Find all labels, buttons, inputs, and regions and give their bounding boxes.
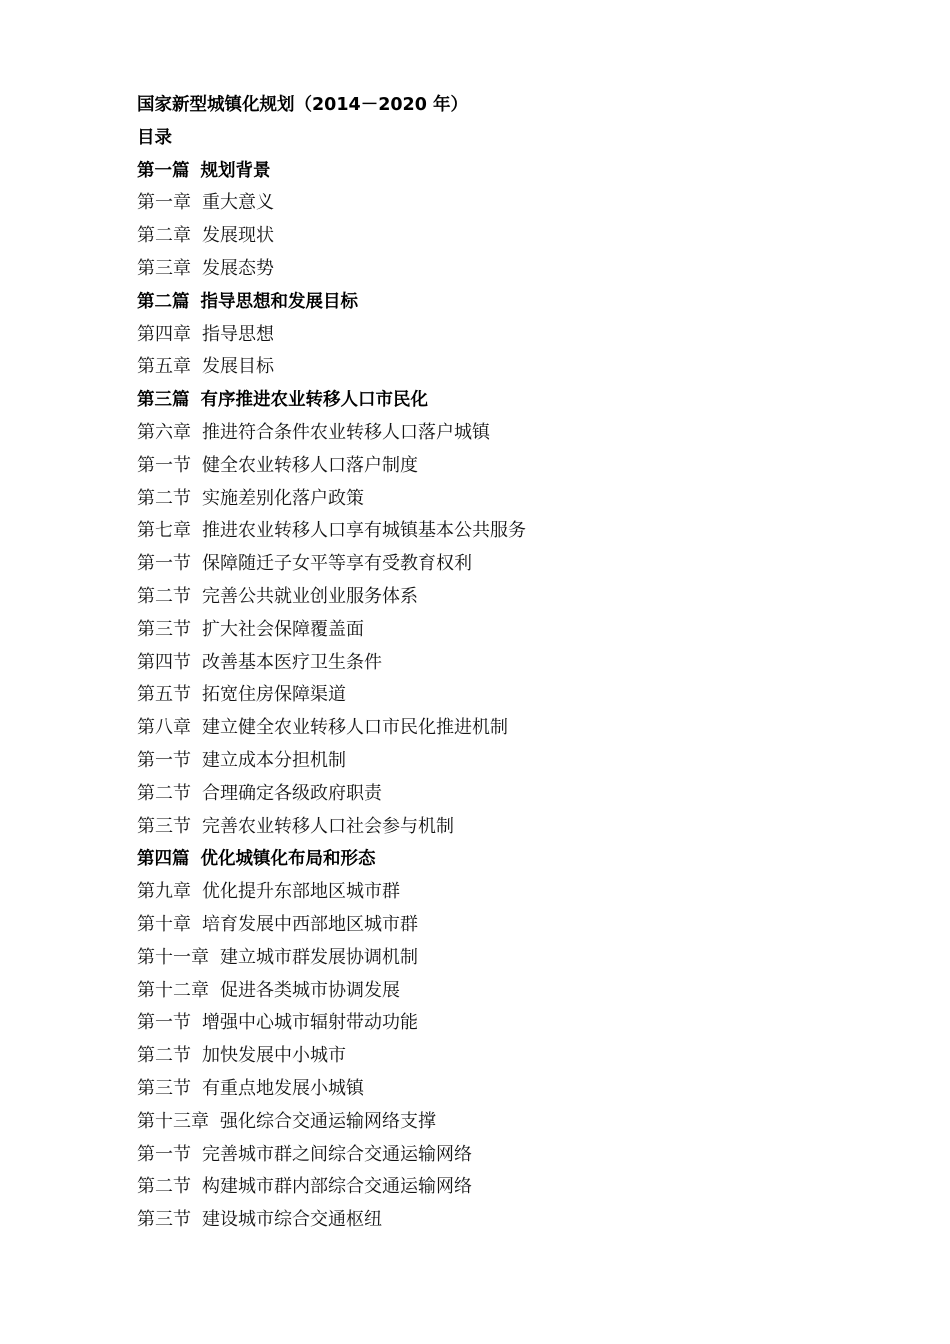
toc-entry-number: 第八章	[137, 717, 191, 739]
toc-entry-title: 促进各类城市协调发展	[220, 979, 400, 1001]
toc-entry-title: 发展现状	[202, 225, 274, 247]
toc-entry-title: 建立城市群发展协调机制	[220, 946, 418, 968]
toc-entry-title: 有重点地发展小城镇	[202, 1077, 364, 1099]
toc-entry-title: 扩大社会保障覆盖面	[202, 618, 364, 640]
toc-entry	[137, 515, 897, 548]
toc-entry-number: 第二节	[137, 1045, 191, 1067]
toc-entry-number: 第十一章	[137, 946, 209, 968]
toc-entry	[137, 1139, 897, 1172]
toc-entry-number: 第一节	[137, 749, 191, 771]
toc-entry-number: 第三节	[137, 1077, 191, 1099]
toc-entry-title: 强化综合交通运输网络支撑	[220, 1110, 436, 1132]
toc-entry-number: 第十章	[137, 913, 191, 935]
toc-heading: 目录	[137, 127, 172, 148]
toc-entry-title: 完善城市群之间综合交通运输网络	[202, 1143, 472, 1165]
toc-entry-number: 第九章	[137, 881, 191, 903]
toc-entry-title: 完善农业转移人口社会参与机制	[202, 815, 454, 837]
toc-entry-title: 有序推进农业转移人口市民化	[200, 390, 428, 411]
toc-entry-title: 发展目标	[202, 356, 274, 378]
toc-entry-title: 指导思想和发展目标	[200, 291, 358, 312]
toc-entry	[137, 548, 897, 581]
toc-entry	[137, 778, 897, 811]
toc-entry-number: 第十三章	[137, 1110, 209, 1132]
toc-entry-number: 第三节	[137, 1209, 191, 1231]
toc-entry-title: 优化提升东部地区城市群	[202, 881, 400, 903]
toc-part-heading	[137, 155, 897, 188]
toc-entry-number: 第二章	[137, 225, 191, 247]
toc-entry-number: 第六章	[137, 421, 191, 443]
toc-entry-number: 第一节	[137, 1012, 191, 1034]
toc-entry	[137, 975, 897, 1008]
toc-entry-title: 推进农业转移人口享有城镇基本公共服务	[202, 520, 526, 542]
toc-entry-number: 第十二章	[137, 979, 209, 1001]
toc-entry-number: 第三篇	[137, 390, 190, 411]
toc-entry	[137, 942, 897, 975]
toc-entry-title: 指导思想	[202, 323, 274, 345]
toc-entry-number: 第一节	[137, 1143, 191, 1165]
toc-entry	[137, 187, 897, 220]
toc-entry	[137, 1204, 897, 1237]
toc-part-heading	[137, 843, 897, 876]
toc-entry-number: 第三章	[137, 257, 191, 279]
toc-entry-number: 第一篇	[137, 160, 190, 181]
toc-entry-number: 第一章	[137, 192, 191, 214]
toc-entry	[137, 220, 897, 253]
toc-entry-title: 建立成本分担机制	[202, 749, 346, 771]
toc-entry-title: 建设城市综合交通枢纽	[202, 1209, 382, 1231]
toc-entry-title: 构建城市群内部综合交通运输网络	[202, 1176, 472, 1198]
toc-entry-number: 第一节	[137, 454, 191, 476]
toc-entry-number: 第四章	[137, 323, 191, 345]
toc-entry-number: 第三节	[137, 815, 191, 837]
toc-entry-title: 建立健全农业转移人口市民化推进机制	[202, 717, 508, 739]
toc-entry	[137, 876, 897, 909]
toc-entry	[137, 1106, 897, 1139]
toc-entry	[137, 745, 897, 778]
table-of-contents	[137, 89, 897, 1237]
toc-entry	[137, 811, 897, 844]
toc-entry-number: 第四节	[137, 651, 191, 673]
toc-entry-title: 重大意义	[202, 192, 274, 214]
toc-entry-number: 第七章	[137, 520, 191, 542]
toc-entry-title: 发展态势	[202, 257, 274, 279]
toc-entry-number: 第五节	[137, 684, 191, 706]
toc-entry-number: 第二节	[137, 1176, 191, 1198]
toc-entry-number: 第二节	[137, 585, 191, 607]
toc-entry-number: 第二篇	[137, 291, 190, 312]
toc-entry-title: 培育发展中西部地区城市群	[202, 913, 418, 935]
toc-entry-title: 拓宽住房保障渠道	[202, 684, 346, 706]
document-title: 国家新型城镇化规划（2014－2020 年）	[137, 95, 469, 115]
toc-entry	[137, 417, 897, 450]
toc-entry-title: 优化城镇化布局和形态	[200, 849, 376, 870]
toc-entry	[137, 450, 897, 483]
toc-entry	[137, 351, 897, 384]
toc-entry-title: 推进符合条件农业转移人口落户城镇	[202, 421, 490, 443]
toc-entry	[137, 581, 897, 614]
toc-entry-title: 保障随迁子女平等享有受教育权利	[202, 553, 472, 575]
toc-entry-title: 健全农业转移人口落户制度	[202, 454, 418, 476]
toc-entry	[137, 679, 897, 712]
toc-part-heading	[137, 286, 897, 319]
toc-entry	[137, 483, 897, 516]
toc-entry-number: 第三节	[137, 618, 191, 640]
toc-entry-title: 规划背景	[200, 160, 271, 181]
toc-entry	[137, 647, 897, 680]
toc-entry	[137, 712, 897, 745]
toc-entry	[137, 319, 897, 352]
toc-entry-title: 完善公共就业创业服务体系	[202, 585, 418, 607]
toc-entry	[137, 1171, 897, 1204]
toc-entry-title: 增强中心城市辐射带动功能	[202, 1012, 418, 1034]
toc-entry	[137, 1040, 897, 1073]
toc-entry-number: 第一节	[137, 553, 191, 575]
toc-entry	[137, 909, 897, 942]
toc-entry-number: 第五章	[137, 356, 191, 378]
toc-entry-title: 实施差别化落户政策	[202, 487, 364, 509]
toc-entries	[137, 155, 897, 1237]
toc-entry-title: 改善基本医疗卫生条件	[202, 651, 382, 673]
toc-part-heading	[137, 384, 897, 417]
toc-entry-title: 合理确定各级政府职责	[202, 782, 382, 804]
toc-entry	[137, 1073, 897, 1106]
toc-entry-number: 第二节	[137, 782, 191, 804]
toc-entry	[137, 614, 897, 647]
toc-entry-number: 第二节	[137, 487, 191, 509]
toc-entry-number: 第四篇	[137, 849, 190, 870]
toc-entry-title: 加快发展中小城市	[202, 1045, 346, 1067]
toc-entry	[137, 253, 897, 286]
toc-entry	[137, 1007, 897, 1040]
